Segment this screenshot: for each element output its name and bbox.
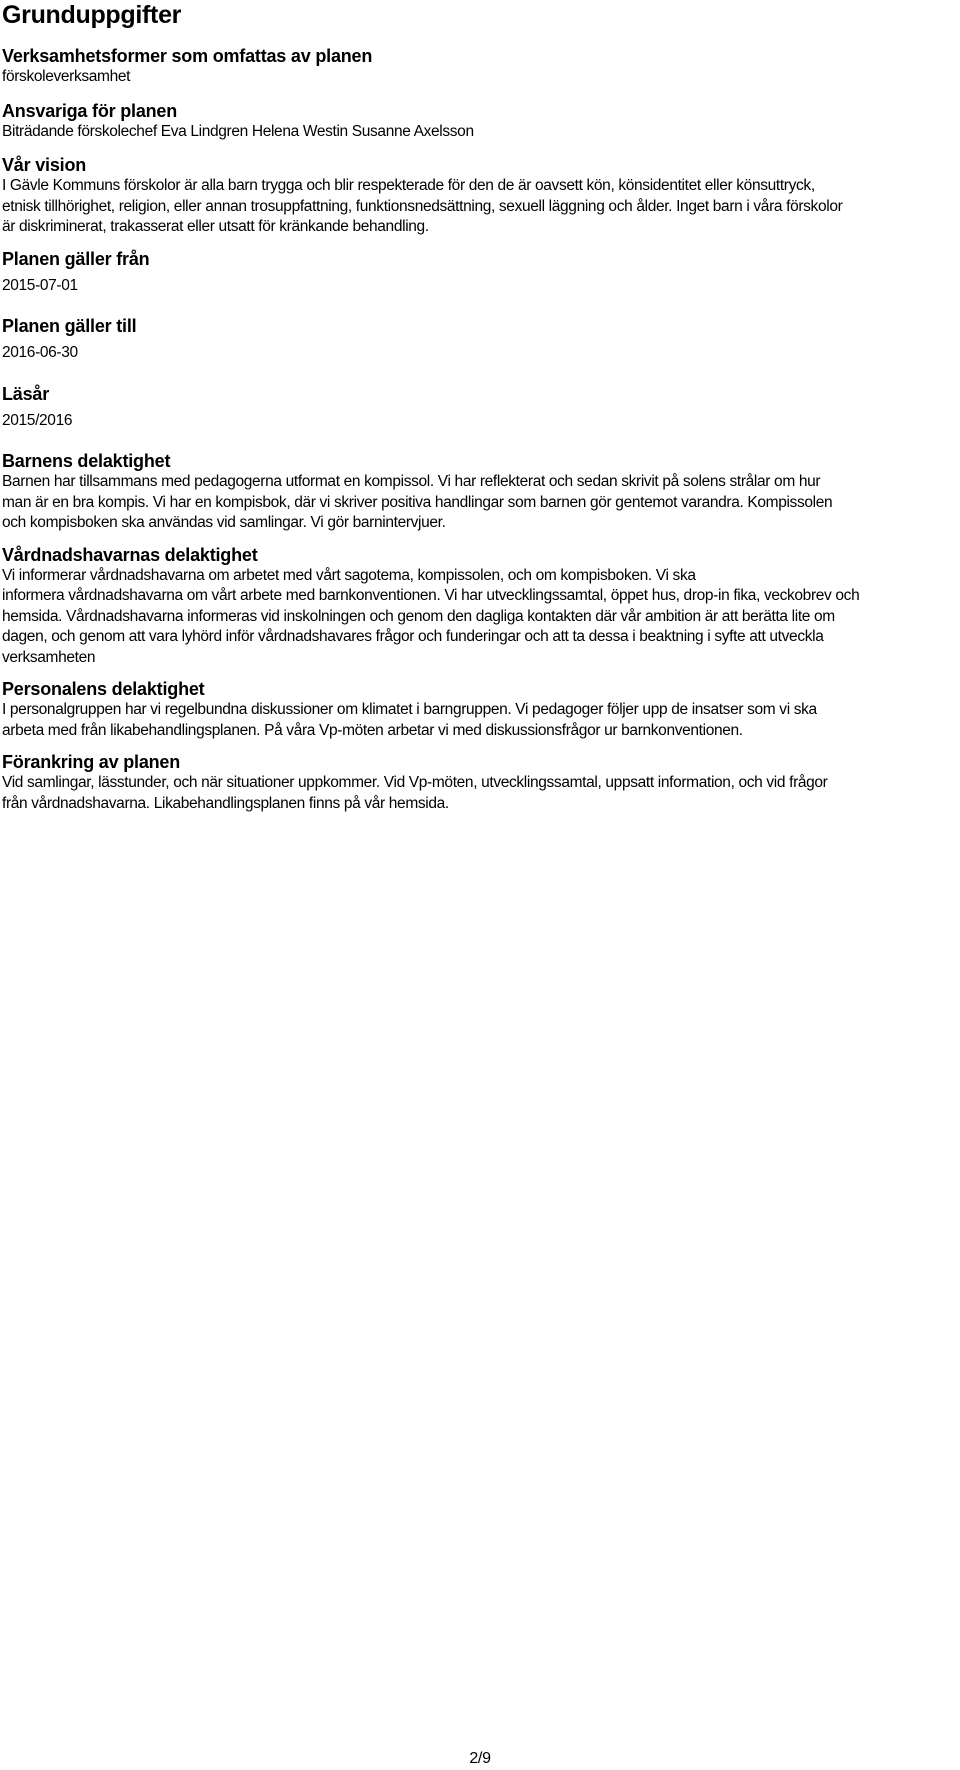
section-forankring: [2, 751, 960, 814]
section-galler-fran: [2, 248, 960, 297]
body-line: Vid samlingar, lässtunder, och när situationer uppkommer. Vid Vp-möten, utvecklingssamtal, uppsatt information, och vid frågor: [2, 774, 828, 791]
body-line: från vårdnadshavarna. Likabehandlingsplanen finns på vår hemsida.: [2, 794, 449, 812]
body-line: informera vårdnadshavarna om vårt arbete med barnkonventionen. Vi har utvecklingssamtal, öppet hus, drop-in fika, veckobrev och: [2, 587, 860, 604]
body-line: Vi informerar vårdnadshavarna om arbetet med vårt sagotema, kompissolen, och om kompisboken. Vi ska: [2, 566, 696, 584]
document-page: [0, 0, 960, 814]
section-verksamhetsformer: [2, 45, 960, 88]
section-body: [2, 566, 960, 669]
section-heading: Planen gäller från: [2, 248, 150, 269]
section-body: [2, 472, 960, 534]
body-line: hemsida. Vårdnadshavarna informeras vid inskolningen och genom den dagliga kontakten där vår ambition är att berätta lite om: [2, 607, 835, 625]
section-heading: Vår vision: [2, 155, 87, 175]
section-heading: Förankring av planen: [2, 752, 181, 772]
section-heading: Planen gäller till: [2, 316, 137, 336]
section-body: 2016-06-30: [2, 344, 78, 361]
section-galler-till: [2, 315, 960, 364]
section-heading: Läsår: [2, 383, 50, 404]
body-line: verksamheten: [2, 648, 96, 666]
section-body: Biträdande förskolechef Eva Lindgren Helena Westin Susanne Axelsson: [2, 122, 474, 140]
section-lasar: [2, 383, 960, 432]
body-line: är diskriminerat, trakasserat eller utsatt för kränkande behandling.: [2, 218, 429, 235]
section-body: 2015-07-01: [2, 276, 78, 294]
section-body: förskoleverksamhet: [2, 68, 131, 85]
section-vision: [2, 154, 960, 238]
section-personalens: [2, 678, 960, 741]
section-body: [2, 700, 960, 741]
body-line: och kompisboken ska användas vid samlingar. Vi gör barnintervjuer.: [2, 514, 446, 531]
section-body: 2015/2016: [2, 411, 73, 429]
section-heading: Ansvariga för planen: [2, 100, 178, 121]
section-heading: Personalens delaktighet: [2, 679, 205, 699]
section-heading: Barnens delaktighet: [2, 451, 171, 471]
section-heading: Vårdnadshavarnas delaktighet: [2, 544, 258, 565]
body-line: dagen, och genom att vara lyhörd inför vårdnadshavares frågor och funderingar och att ta dessa i beaktning i syfte att utveckla: [2, 628, 824, 645]
body-line: Barnen har tillsammans med pedagogerna utformat en kompissol. Vi har reflekterat och sedan skrivit på solens strålar om hur: [2, 473, 821, 490]
section-barnens: [2, 450, 960, 534]
section-vardnadshavarnas: [2, 544, 960, 669]
section-body: [2, 773, 960, 814]
body-line: arbeta med från likabehandlingsplanen. På våra Vp-möten arbetar vi med diskussionsfrågor ur barnkonventionen.: [2, 721, 743, 739]
section-body: [2, 176, 960, 238]
section-heading: Verksamhetsformer som omfattas av planen: [2, 46, 373, 66]
body-line: etnisk tillhörighet, religion, eller annan trosuppfattning, funktionsnedsättning, sexuell läggning och ålder. Inget barn i våra förskolor: [2, 197, 843, 215]
body-line: man är en bra kompis. Vi har en kompisbok, där vi skriver positiva handlingar som barnen gör gentemot varandra. Kompissolen: [2, 493, 833, 511]
body-line: I personalgruppen har vi regelbundna diskussioner om klimatet i barngruppen. Vi pedagoger följer upp de insatser som vi ska: [2, 701, 817, 718]
page-number: 2/9: [469, 1750, 491, 1767]
section-ansvariga: [2, 100, 960, 143]
page-title: Grunduppgifter: [2, 1, 182, 29]
body-line: I Gävle Kommuns förskolor är alla barn trygga och blir respekterade för den de är oavsett kön, könsidentitet eller könsuttryck,: [2, 177, 815, 194]
